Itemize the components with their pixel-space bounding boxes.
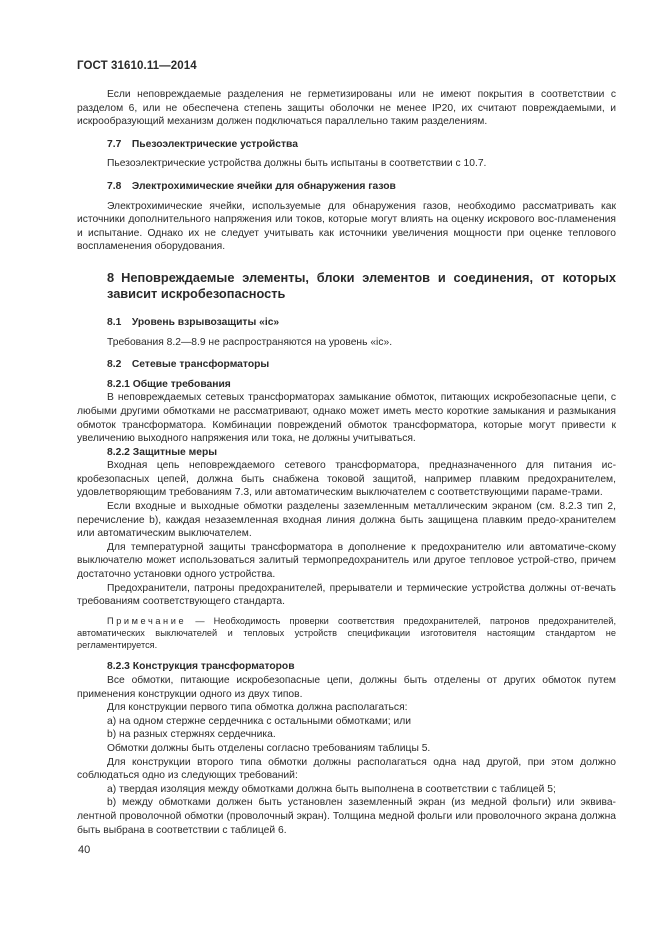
section-heading-8-2-1 [77,378,616,392]
section-number: 7.7 [107,138,122,150]
section-heading-8 [77,270,616,302]
section-number: 8 [107,269,115,285]
document-body [77,88,616,837]
paragraph: Пьезоэлектрические устройства должны быть испытаны в соответствии с 10.7. [107,158,487,170]
paragraph: Для конструкции второго типа обмотки должны располагаться одна над другой, при этом должно соблюдаться одно из следующих требований: [77,756,616,782]
page-number: 40 [78,844,91,856]
paragraph: Требования 8.2—8.9 не распространяются на уровень «ic». [107,336,393,348]
section-heading-8-2-3 [77,660,616,674]
list-item: b) на разных стержнях сердечника. [107,729,276,741]
section-title: Пьезоэлектрические устройства [131,138,298,150]
section-title: Неповреждаемые элементы, блоки элементов и соединения, от которых зависит искробезопасность [107,269,616,301]
document-header: ГОСТ 31610.11—2014 [77,60,197,72]
list-item: а) на одном стержне сердечника с остальными обмотками; или [107,715,411,727]
section-title: Общие требования [132,378,231,390]
note-text: — Необходимость проверки соответствия предохранителей, патронов предохранителей, автоматических выключателей и тепловых устройств спецификации изготовителя настоящим стандартом не регламентируется. [77,615,616,651]
section-heading-8-1 [77,316,616,330]
section-number: 8.1 [107,316,122,328]
note-label: Примечание [107,615,187,626]
section-title: Защитные меры [132,446,218,458]
section-heading-7-7 [77,138,616,152]
section-heading-7-8 [77,180,616,194]
paragraph: В неповреждаемых сетевых трансформаторах замыкание обмоток, питающих искробезопасные цепи, с любыми другими обмотками не рассматривают, однако может иметь место короткие замыкания и размыкания обмоток трансформатора. Комбинации повреждений обмоток трансформатора, которые могут привести к увеличению выходного напряжения или тока, не должны учитываться. [77,392,616,445]
section-number: 8.2.3 [107,661,130,673]
paragraph: Электрохимические ячейки, используемые для обнаружения газов, необходимо рассматривать как источники дополнительного напряжения или токов, которые могут влиять на оценку искрового вос-пламенения и испытание. Однако их не следует учитывать как источники увеличения мощности при оценке теплового воспламенения оборудования. [77,200,616,253]
section-number: 7.8 [107,180,122,192]
section-title: Электрохимические ячейки для обнаружения газов [131,180,396,192]
note [77,615,616,652]
paragraph: Все обмотки, питающие искробезопасные цепи, должны быть отделены от других обмоток путем применения конструкции одного из двух типов. [77,675,616,700]
paragraph: Если неповреждаемые разделения не герметизированы или не имеют покрытия в соответствии с разделом 6, или не обеспечена степень защиты оболочки не менее IP20, их считают повреждаемыми, и искрообразующий механизм должен подключаться параллельно таким разделениям. [77,89,616,128]
paragraph: Входная цепь неповреждаемого сетевого трансформатора, предназначенного для питания ис-кробезопасных цепей, должна быть снабжена токовой защитой, например плавким предохранителем, удовлетворяющим требованиям 7.3, или автоматическим выключателем с соответствующими параме-трами. [77,460,616,499]
paragraph: Для конструкции первого типа обмотка должна располагаться: [107,702,408,714]
list-item: b) между обмотками должен быть установлен заземленный экран (из медной фольги) или эквива-лентной проволочной обмотки (проволочный экран). Толщина медной фольги или проволочного экрана должна быть выбрана в соответствии с таблицей 6. [77,797,616,836]
section-title: Уровень взрывозащиты «ic» [131,316,280,328]
section-number: 8.2.2 [107,446,130,458]
section-heading-8-2 [77,358,616,372]
section-heading-8-2-2 [77,446,616,460]
paragraph: Если входные и выходные обмотки разделены заземленным металлическим экраном (см. 8.2.3 тип 2, перечисление b), каждая незаземленная входная линия должна быть защищена плавким предо-хранителем или автоматическим выключателем. [77,501,616,540]
paragraph: Для температурной защиты трансформатора в дополнение к предохранителю или автоматиче-скому выключателю может использоваться залитый термопредохранитель или другое тепловое устрой-ство, причем достаточно установки одного устройства. [77,541,616,581]
list-item: а) твердая изоляция между обмотками должна быть выполнена в соответствии с таблицей 5; [107,783,556,795]
paragraph: Обмотки должны быть отделены согласно требованиям таблицы 5. [107,742,431,754]
section-title: Сетевые трансформаторы [131,359,270,371]
section-number: 8.2.1 [107,378,130,390]
section-number: 8.2 [107,359,122,371]
section-title: Конструкция трансформаторов [132,661,295,673]
paragraph: Предохранители, патроны предохранителей, прерыватели и термические устройства должны от-вечать требованиям соответствующего стандарта. [77,582,616,608]
